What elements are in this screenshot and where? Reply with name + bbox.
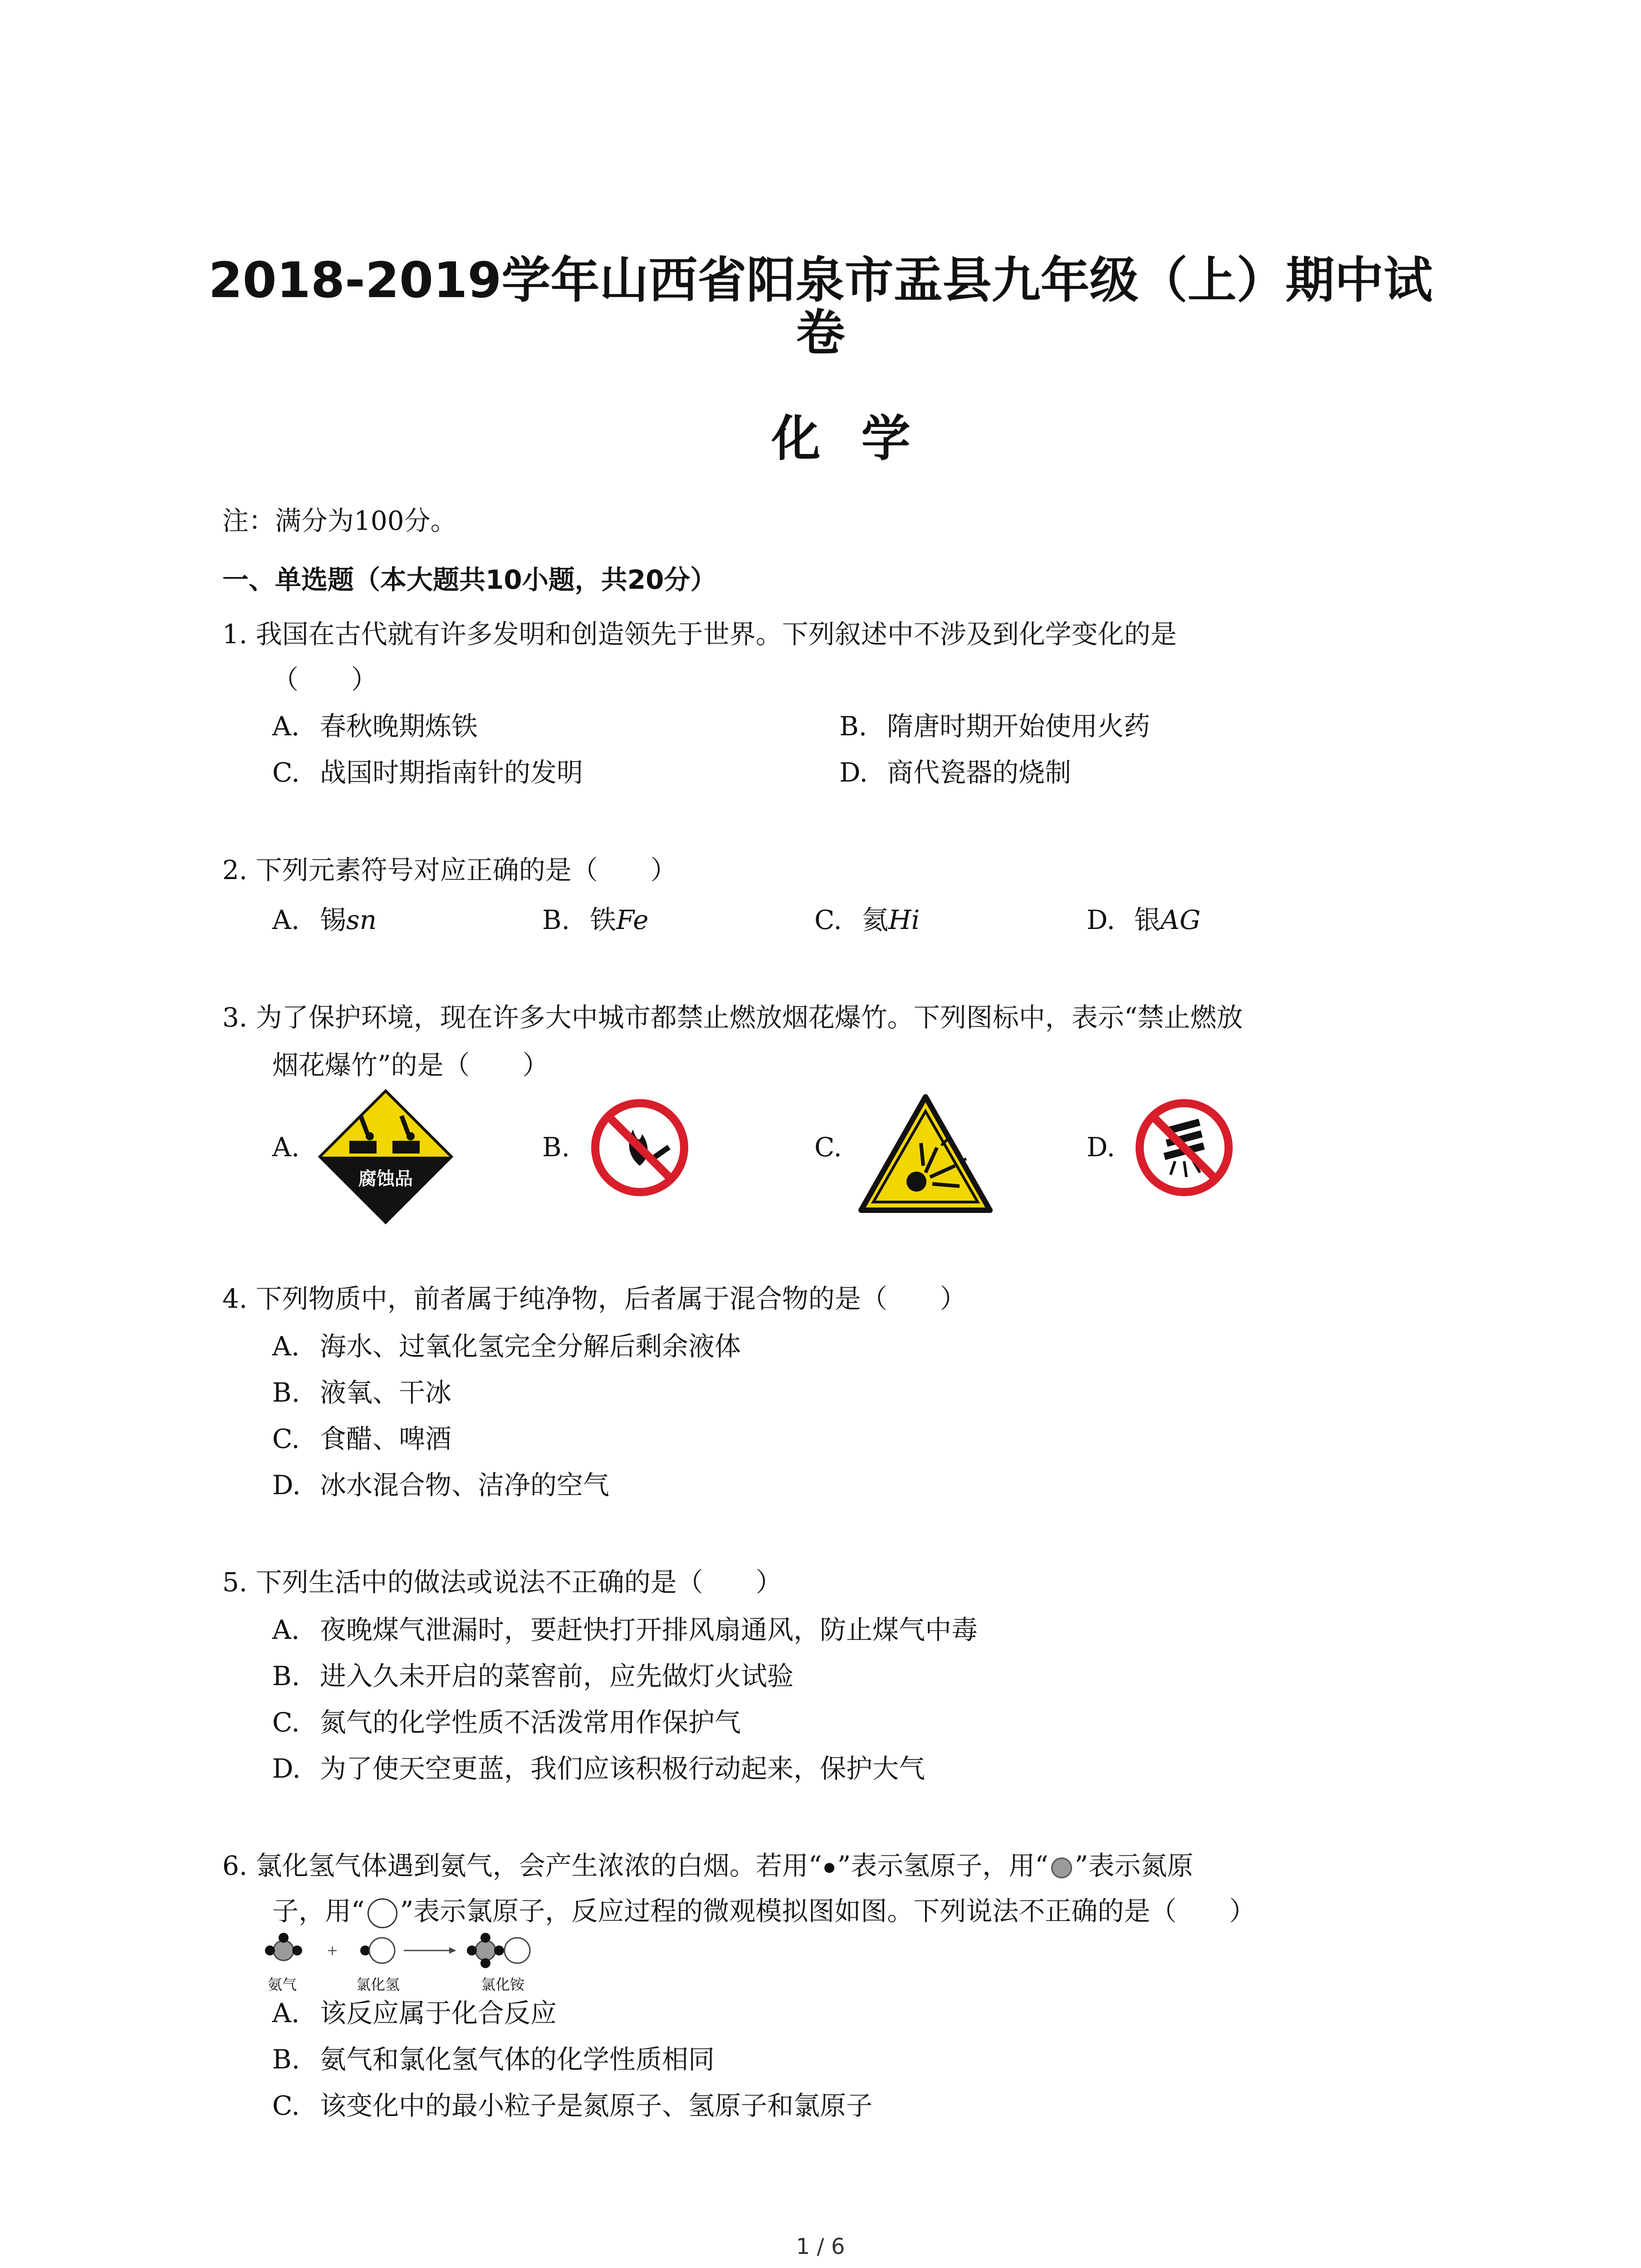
option-letter: B.: [839, 711, 867, 742]
q5-option-d: [272, 1751, 925, 1786]
element-symbol: AG: [1161, 904, 1201, 935]
option-text: 氮气的化学性质不活泼常用作保护气: [320, 1707, 741, 1738]
q6-option-c: [272, 2088, 872, 2123]
q2-option-c: [814, 903, 920, 937]
option-letter: C.: [814, 904, 842, 935]
q2-option-d: [1087, 903, 1200, 937]
ammonium-chloride-molecule-icon: [467, 1933, 530, 1968]
q4-option-d: [272, 1468, 609, 1502]
option-letter: B.: [272, 2044, 300, 2075]
q6-option-a: [272, 1996, 557, 2030]
ammonia-molecule-icon: [265, 1933, 302, 1960]
element-symbol: sn: [346, 904, 377, 935]
option-letter: C.: [272, 2090, 300, 2121]
q2-stem: 2. 下列元素符号对应正确的是（ ）: [222, 855, 677, 885]
option-letter: B.: [272, 1661, 300, 1691]
q6-stem-part: ”表示氯原子，反应过程的微观模拟图如图。下列说法不正确的是（ ）: [400, 1896, 1256, 1926]
option-text: 冰水混合物、洁净的空气: [320, 1470, 610, 1501]
diagram-label-hcl: 氯化氢: [356, 1976, 400, 1993]
q6-stem-part: ”表示氮原: [1074, 1850, 1194, 1881]
option-text: 为了使天空更蓝，我们应该积极行动起来，保护大气: [320, 1753, 926, 1784]
option-text: 该反应属于化合反应: [320, 1998, 557, 2028]
hydrogen-atom-icon: [824, 1863, 834, 1873]
q4-option-a: [272, 1329, 741, 1364]
nitrogen-atom-icon: [1051, 1857, 1072, 1878]
score-note: 注：满分为100分。: [222, 505, 457, 536]
option-text: 锡: [320, 904, 347, 935]
diagram-label-nh4cl: 氯化铵: [481, 1976, 525, 1993]
option-text: 海水、过氧化氢完全分解后剩余液体: [320, 1331, 741, 1362]
reaction-diagram: [259, 1930, 576, 1993]
explosive-warning-icon: [857, 1093, 994, 1216]
q2-option-a: [272, 903, 377, 937]
q6-option-b: [272, 2042, 715, 2077]
option-letter: A.: [272, 904, 300, 935]
chlorine-atom-icon: [367, 1898, 397, 1928]
exam-title-line1: 2018-2019学年山西省阳泉市盂县九年级（上）期中试: [208, 252, 1433, 309]
option-letter: B.: [272, 1377, 300, 1408]
q3-option-b-letter: B.: [542, 1132, 570, 1163]
q1-option-b: [839, 709, 1150, 743]
option-text: 银: [1134, 904, 1161, 935]
q5-option-a: [272, 1613, 978, 1647]
option-text: 氦: [862, 904, 889, 935]
q3-stem: 3. 为了保护环境，现在许多大中城市都禁止燃放烟花爆竹。下列图标中，表示“禁止燃放: [222, 1002, 1243, 1033]
no-fireworks-sign-icon: [1134, 1098, 1234, 1198]
option-letter: D.: [272, 1470, 301, 1501]
option-letter: D.: [1087, 904, 1115, 935]
option-letter: A.: [272, 1331, 300, 1362]
q1-option-a: [272, 709, 478, 743]
q1-blank: （ ）: [272, 664, 378, 695]
option-text: 氨气和氯化氢气体的化学性质相同: [320, 2044, 715, 2075]
q3-option-c-letter: C.: [814, 1132, 842, 1163]
element-symbol: Hi: [888, 904, 920, 935]
option-text: 商代瓷器的烧制: [887, 757, 1072, 788]
page-number: 1 / 6: [796, 2234, 845, 2259]
q5-stem: 5. 下列生活中的做法或说法不正确的是（ ）: [222, 1567, 782, 1598]
option-text: 该变化中的最小粒子是氮原子、氢原子和氯原子: [320, 2090, 873, 2121]
corrosive-sign-icon: [318, 1089, 454, 1225]
option-letter: B.: [542, 904, 570, 935]
corrosive-sign-label: 腐蚀品: [358, 1168, 413, 1189]
diagram-label-ammonia: 氨气: [268, 1976, 297, 1993]
element-symbol: Fe: [616, 904, 649, 935]
q6-stem-part: 6. 氯化氢气体遇到氨气，会产生浓浓的白烟。若用“: [222, 1850, 822, 1881]
reaction-plus-sign: +: [327, 1943, 338, 1959]
option-letter: C.: [272, 757, 300, 788]
option-text: 春秋晚期炼铁: [320, 711, 478, 742]
q2-option-b: [542, 903, 648, 937]
q4-stem: 4. 下列物质中，前者属于纯净物，后者属于混合物的是（ ）: [222, 1283, 966, 1314]
option-text: 进入久未开启的菜窖前，应先做灯火试验: [320, 1661, 794, 1691]
q1-option-d: [839, 755, 1071, 790]
option-text: 夜晚煤气泄漏时，要赶快打开排风扇通风，防止煤气中毒: [320, 1614, 978, 1645]
q6-stem-part: 子，用“: [272, 1896, 365, 1926]
q6-stem: [222, 1848, 1193, 1883]
q6-stem-cont: [272, 1894, 1255, 1928]
option-letter: D.: [839, 757, 868, 788]
option-text: 食醋、啤酒: [320, 1423, 452, 1454]
q6-stem-part: ”表示氢原子，用“: [837, 1850, 1048, 1881]
option-text: 铁: [590, 904, 617, 935]
q4-option-c: [272, 1422, 451, 1456]
option-letter: C.: [272, 1423, 300, 1454]
option-text: 液氧、干冰: [320, 1377, 452, 1408]
option-letter: A.: [272, 711, 300, 742]
q3-option-a-letter: A.: [272, 1132, 300, 1163]
exam-title-line2: 卷: [796, 305, 845, 362]
option-letter: A.: [272, 1998, 300, 2028]
q4-option-b: [272, 1375, 451, 1410]
q5-option-c: [272, 1705, 741, 1740]
option-text: 战国时期指南针的发明: [320, 757, 583, 788]
q1-stem: 1. 我国在古代就有许多发明和创造领先于世界。下列叙述中不涉及到化学变化的是: [222, 619, 1177, 650]
hydrogen-chloride-molecule-icon: [360, 1938, 395, 1963]
subject-heading: 化学: [771, 411, 951, 467]
option-text: 隋唐时期开始使用火药: [887, 711, 1151, 742]
no-fire-sign-icon: [590, 1098, 690, 1198]
q5-option-b: [272, 1659, 794, 1693]
section-heading: 一、单选题（本大题共10小题，共20分）: [222, 564, 717, 595]
option-letter: A.: [272, 1614, 300, 1645]
option-letter: C.: [272, 1707, 300, 1738]
q3-stem-cont: 烟花爆竹”的是（ ）: [272, 1050, 549, 1080]
q3-option-d-letter: D.: [1087, 1132, 1115, 1163]
option-letter: D.: [272, 1753, 301, 1784]
q1-option-c: [272, 755, 583, 790]
